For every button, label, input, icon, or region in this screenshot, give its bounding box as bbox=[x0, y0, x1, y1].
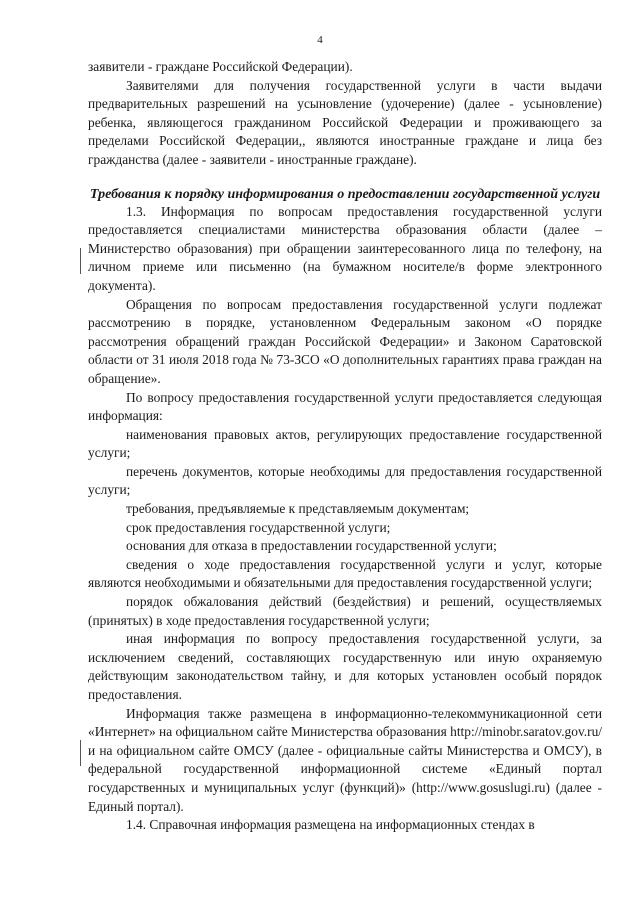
paragraph: заявители - граждане Российской Федерации). bbox=[88, 59, 353, 74]
paragraph: 1.3. Информация по вопросам предоставления государственной услуги предоставляется специалистами министерства образования области (далее – Министерство образования) при обращении заинтересованного лица по телефону, на личном приеме или письменно (на бумажном носителе/в форме электронного документа). bbox=[88, 203, 602, 293]
margin-mark bbox=[80, 740, 81, 766]
document-body bbox=[88, 58, 602, 835]
list-item: сведения о ходе предоставления государственной услуги и услуг, которые являются необходимыми и обязательными для предоставления государственной услуги; bbox=[88, 556, 602, 591]
list-item: срок предоставления государственной услуги; bbox=[126, 519, 391, 535]
paragraph: Заявителями для получения государственной услуги в части выдачи предварительных разрешений на усыновление (удочерение) (далее - усыновление) ребенка, являющегося гражданином Российской Федерации и проживающего за пределами Российской Федерации,, являются иностранные граждане и лица без гражданства (далее - заявители - иностранные граждане). bbox=[88, 77, 602, 167]
paragraph: По вопросу предоставления государственной услуги предоставляется следующая информация: bbox=[88, 389, 602, 424]
list-item: перечень документов, которые необходимы для предоставления государственной услуги; bbox=[88, 463, 602, 498]
list-item: порядок обжалования действий (бездействия) и решений, осуществляемых (принятых) в ходе предоставления государственной услуги; bbox=[88, 594, 602, 628]
list-item: наименования правовых актов, регулирующих предоставление государственной услуги; bbox=[88, 426, 602, 461]
paragraph: 1.4. Справочная информация размещена на информационных стендах в bbox=[126, 817, 535, 833]
section-heading: Требования к порядку информирования о предоставлении государственной услуги bbox=[89, 186, 601, 202]
page-number: 4 bbox=[317, 34, 323, 46]
margin-mark bbox=[80, 248, 81, 274]
paragraph: Информация также размещена в информационно-телекоммуникационной сети «Интернет» на официальном сайте Министерства образования http://minobr.saratov.gov.ru/ и на официальном сайте ОМСУ (далее - официальные сайты Министерства и ОМСУ), в федеральной государственной информационной системе «Единый портал государственных и муниципальных услуг (функций)» (http://www.gosuslugi.ru) (далее - Единый портал). bbox=[88, 705, 602, 814]
list-item: иная информация по вопросу предоставления государственной услуги, за исключением сведений, составляющих государственную или иную охраняемую действующим законодательством тайну, и для которых установлен особый порядок предоставления. bbox=[88, 631, 602, 702]
list-item: требования, предъявляемые к представляемым документам; bbox=[126, 501, 470, 517]
paragraph: Обращения по вопросам предоставления государственной услуги подлежат рассмотрению в порядке, установленном Федеральным законом «О порядке рассмотрения обращений граждан Российской Федерации» и Законом Саратовской области от 31 июля 2018 года № 73-ЗСО «О дополнительных гарантиях права граждан на обращение». bbox=[88, 296, 602, 386]
list-item: основания для отказа в предоставлении государственной услуги; bbox=[126, 538, 497, 554]
